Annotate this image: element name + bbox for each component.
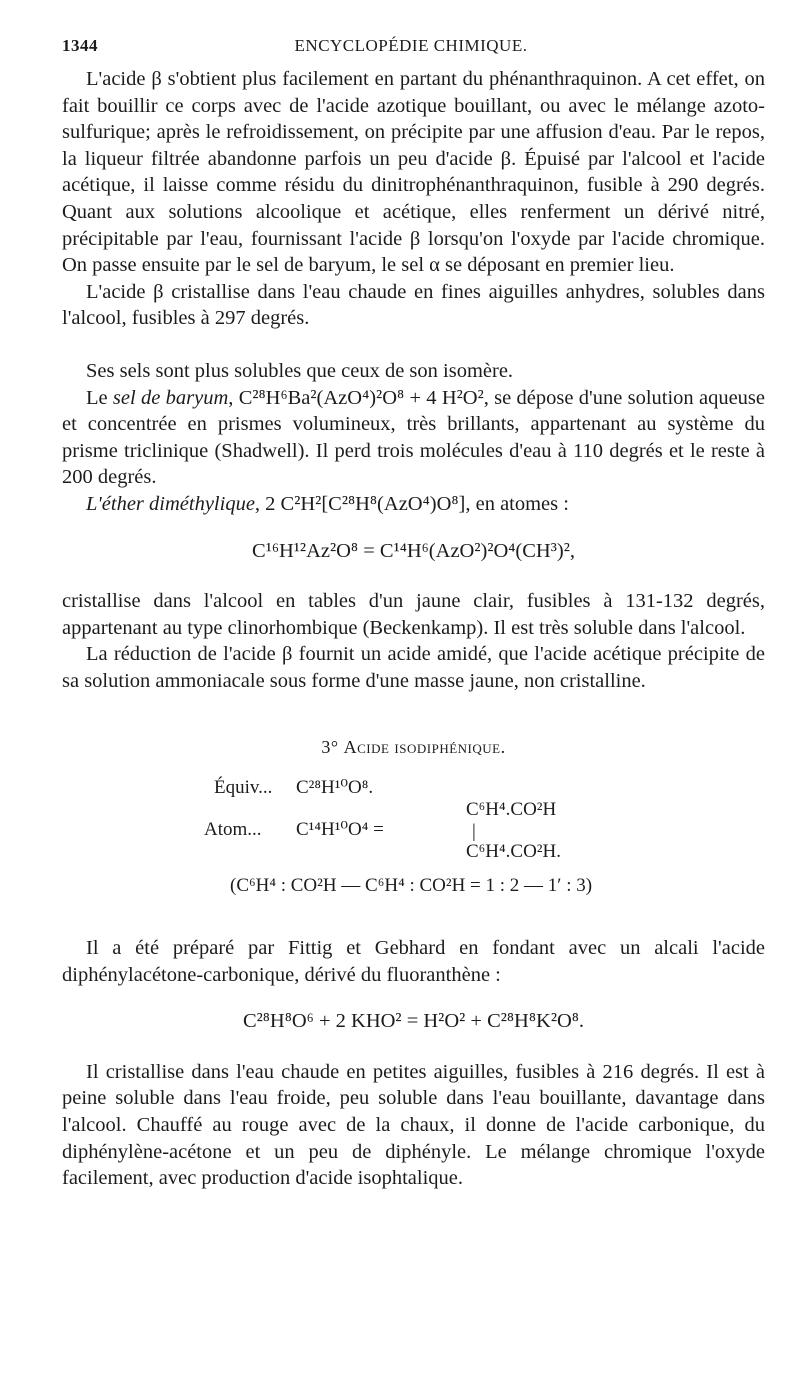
paragraph-dimethyl-ether — [62, 491, 765, 518]
paragraph-salts: Ses sels sont plus solubles que ceux de son isomère. — [86, 359, 514, 382]
position-formula: (C⁶H⁴ : CO²H — C⁶H⁴ : CO²H = 1 : 2 — 1′ : 3) — [230, 875, 593, 897]
barium-salt-term: sel de baryum — [112, 386, 229, 409]
page-header — [62, 36, 760, 60]
atom-label: Atom... — [204, 819, 262, 841]
paragraph-reduction: La réduction de l'acide β fournit un acide amidé, que l'acide acétique précipite de sa solution ammoniacale sous forme d'une masse jaune, non cristalline. — [62, 643, 765, 692]
section-title: Acide isodiphénique. — [343, 737, 506, 758]
equiv-label: Équiv... — [214, 777, 273, 799]
equiv-formula: C²⁸H¹⁰O⁸. — [296, 777, 374, 799]
atom-formula-top: C⁶H⁴.CO²H — [466, 799, 557, 821]
paragraph-ether-crystallisation: cristallise dans l'alcool en tables d'un jaune clair, fusibles à 131-132 degrés, appartenant au type clinorhombique (Beckenkamp). Il est très soluble dans l'alcool. — [62, 590, 765, 639]
page-body — [62, 66, 765, 1192]
paragraph-acid-beta-properties: L'acide β cristallise dans l'eau chaude en fines aiguilles anhydres, solubles dans l'alcool, fusibles à 297 degrés. — [62, 280, 765, 330]
atom-formula-bond: | — [472, 821, 476, 843]
formula-dimethyl-ether: C¹⁶H¹²Az²O⁸ = C¹⁴H⁶(AzO²)²O⁴(CH³)², — [252, 539, 575, 562]
running-title: ENCYCLOPÉDIE CHIMIQUE. — [294, 36, 528, 55]
atom-formula-bottom: C⁶H⁴.CO²H. — [466, 841, 561, 863]
dimethyl-ether-term: L'éther diméthylique — [86, 492, 255, 515]
paragraph-isodiphenic-properties: Il cristallise dans l'eau chaude en petites aiguilles, fusibles à 216 degrés. Il est à peine soluble dans l'eau froide, peu soluble dans l'eau bouillante, davantage dans l'alcool. Chauffé au rouge avec de la chaux, il donne de l'acide carbonique, du diphénylène-acétone et un peu de diphényle. Le mélange chromique l'oxyde facilement, avec production d'acide isophtalique. — [62, 1060, 765, 1190]
paragraph-acid-beta-preparation: L'acide β s'obtient plus facilement en partant du phénanthraquinon. A cet effet, on fait bouillir ce corps avec de l'acide azotique bouillant, ou avec le mélange azoto-sulfurique; après le refroidissement, on précipite par une affusion d'eau. Par le repos, la liqueur filtrée abandonne parfois un peu d'acide β. Épuisé par l'alcool et l'acide acétique, il laisse comme résidu du dinitrophénanthraquinon, fusible à 290 degrés. Quant aux solutions alcoolique et acétique, elles renferment un dérivé nitré, précipitable par l'eau, fournissant l'acide β lorsqu'on l'oxyde par l'acide chromique. On passe ensuite par le sel de baryum, le sel α se déposant en premier lieu. — [62, 68, 765, 277]
paragraph-barium-salt — [62, 385, 765, 491]
page-number: 1344 — [62, 36, 98, 55]
barium-salt-text: , C²⁸H⁶Ba²(AzO⁴)²O⁸ + 4 H²O², se dépose d'une solution aqueuse et concentrée en prismes volumineux, très brillants, appartenant au système du prisme triclinique (Shadwell). Il perd trois molécules d'eau à 110 degrés et le reste à 200 degrés. — [62, 386, 765, 489]
paragraph-gap — [62, 332, 765, 358]
barium-prefix: Le — [86, 386, 113, 409]
section-number: 3° — [321, 737, 339, 758]
paragraph-preparation-fittig: Il a été préparé par Fittig et Gebhard en fondant avec un alcali l'acide diphénylacétone-carbonique, dérivé du fluoranthène : — [62, 937, 765, 986]
paragraph-gap — [62, 909, 765, 935]
section-heading — [62, 734, 765, 761]
atom-formula: C¹⁴H¹⁰O⁴ = — [296, 819, 384, 841]
formula-preparation: C²⁸H⁸O⁶ + 2 KHO² = H²O² + C²⁸H⁸K²O⁸. — [242, 1010, 585, 1033]
formula-block-isodiphenic — [62, 775, 765, 895]
dimethyl-ether-text: , 2 C²H²[C²⁸H⁸(AzO⁴)O⁸], en atomes : — [254, 492, 569, 515]
